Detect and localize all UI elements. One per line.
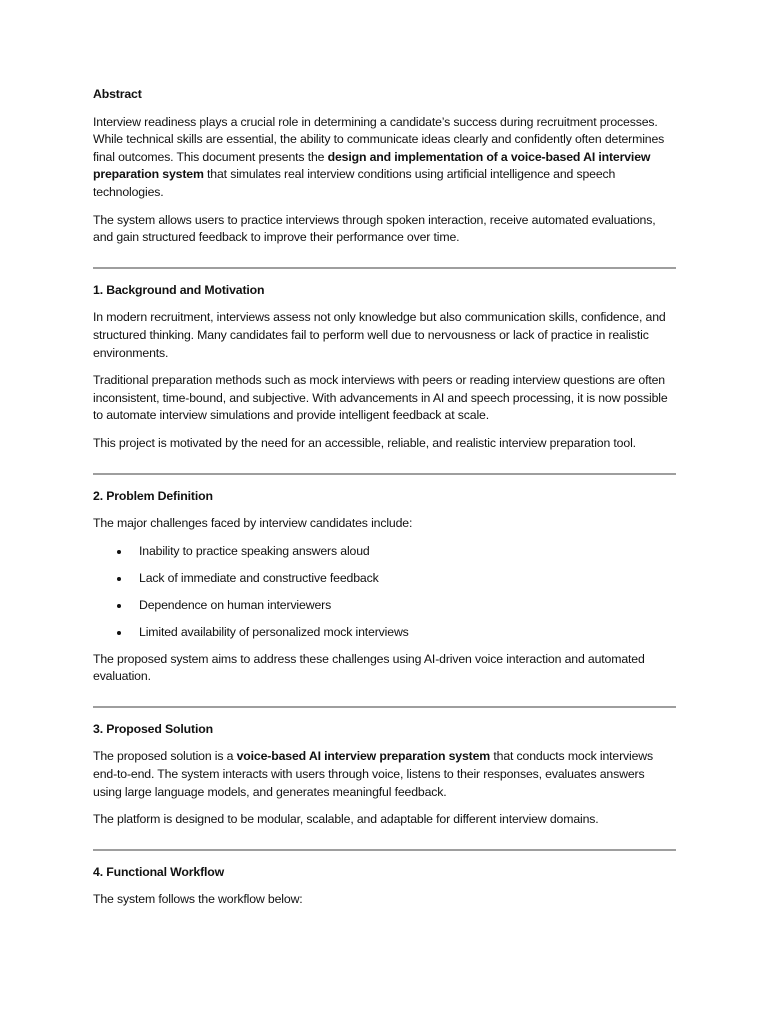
bullet-icon xyxy=(117,550,121,554)
abstract-paragraph-1 xyxy=(93,114,676,202)
bullet-icon xyxy=(117,631,121,635)
workflow-intro: The system follows the workflow below: xyxy=(93,892,303,907)
abstract-p1-text-a: Interview readiness plays a crucial role in determining a candidate’s success during recruitment processes. While technical skills are essential, the ability to communicate ideas clearly and confidently often determines final outcomes. This document presents the xyxy=(93,114,665,164)
section-divider xyxy=(93,849,676,851)
solution-heading: 3. Proposed Solution xyxy=(93,721,213,736)
problem-list xyxy=(93,543,676,642)
solution-p1-text-b: that conducts mock interviews end-to-end. The system interacts with users through voice, listens to their responses, evaluates answers using large language models, and generates meaningful feedback. xyxy=(93,749,654,799)
abstract-heading: Abstract xyxy=(93,87,142,101)
section-divider xyxy=(93,706,676,708)
abstract-p1-bold: design and implementation of a voice-based AI interview preparation system xyxy=(93,149,651,182)
bullet-icon xyxy=(117,604,121,608)
problem-outro: The proposed system aims to address these challenges using AI-driven voice interaction and automated evaluation. xyxy=(93,651,645,684)
background-paragraph-2: Traditional preparation methods such as mock interviews with peers or reading interview questions are often inconsistent, time-bound, and subjective. With advancements in AI and speech processing, it is now possible to automate interview simulations and provide intelligent feedback at scale. xyxy=(93,373,668,423)
solution-p1-text-a: The proposed solution is a xyxy=(93,749,237,764)
workflow-heading: 4. Functional Workflow xyxy=(93,864,225,879)
section-divider xyxy=(93,267,676,269)
background-heading: 1. Background and Motivation xyxy=(93,282,265,297)
list-item: Lack of immediate and constructive feedback xyxy=(93,570,676,588)
section-divider xyxy=(93,473,676,475)
abstract-paragraph-2: The system allows users to practice interviews through spoken interaction, receive automated evaluations, and gain structured feedback to improve their performance over time. xyxy=(93,212,656,245)
abstract-p1-text-b: that simulates real interview conditions using artificial intelligence and speech technologies. xyxy=(93,167,616,199)
list-item: Dependence on human interviewers xyxy=(93,597,676,615)
solution-paragraph-1 xyxy=(93,748,676,801)
list-item: Limited availability of personalized mock interviews xyxy=(93,624,676,642)
background-paragraph-3: This project is motivated by the need for an accessible, reliable, and realistic interview preparation tool. xyxy=(93,435,636,450)
solution-p1-bold: voice-based AI interview preparation system xyxy=(236,749,491,764)
solution-paragraph-2: The platform is designed to be modular, scalable, and adaptable for different interview domains. xyxy=(93,812,599,827)
bullet-icon xyxy=(117,577,121,581)
background-paragraph-1: In modern recruitment, interviews assess not only knowledge but also communication skills, confidence, and structured thinking. Many candidates fail to perform well due to nervousness or lack of practice in realistic environments. xyxy=(93,310,666,360)
problem-heading: 2. Problem Definition xyxy=(93,488,213,503)
list-item: Inability to practice speaking answers aloud xyxy=(93,543,676,561)
problem-intro: The major challenges faced by interview candidates include: xyxy=(93,516,413,531)
